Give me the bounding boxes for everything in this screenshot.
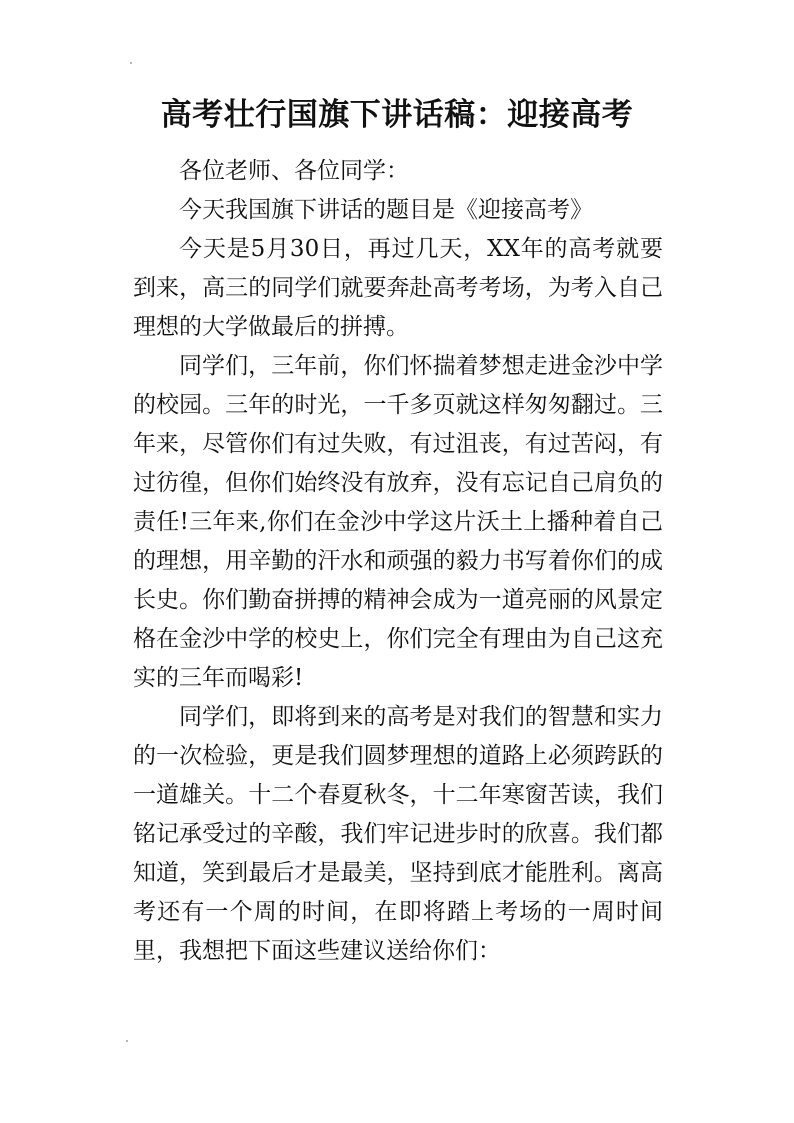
body-paragraph: 今天是5月30日，再过几天，XX年的高考就要到来，高三的同学们就要奔赴高考考场，为考入自己理想的大学做最后的拼搏。 xyxy=(133,236,663,340)
topic-paragraph: 今天我国旗下讲话的题目是《迎接高考》 xyxy=(179,197,593,223)
body-paragraph: 同学们，即将到来的高考是对我们的智慧和实力的一次检验，更是我们圆梦理想的道路上必须跨跃的一道雄关。十二个春夏秋冬，十二年寒窗苦读，我们铭记承受过的辛酸，我们牢记进步时的欣喜。我们都知道，笑到最后才是最美，坚持到底才能胜利。离高考还有一个周的时间，在即将踏上考场的一周时间里，我想把下面这些建议送给你们： xyxy=(133,704,663,964)
document-body xyxy=(133,152,663,971)
document-title: 高考壮行国旗下讲话稿：迎接高考 xyxy=(160,97,634,133)
scan-speck xyxy=(130,62,132,64)
scan-speck xyxy=(126,1040,128,1042)
body-paragraph: 同学们，三年前，你们怀揣着梦想走进金沙中学的校园。三年的时光，一千多页就这样匆匆翻过。三年来，尽管你们有过失败，有过沮丧，有过苦闷，有过彷徨，但你们始终没有放弃，没有忘记自己肩负的责任!三年来,你们在金沙中学这片沃土上播种着自己的理想，用辛勤的汗水和顽强的毅力书写着你们的成长史。你们勤奋拼搏的精神会成为一道亮丽的风景定格在金沙中学的校史上，你们完全有理由为自己这充实的三年而喝彩! xyxy=(133,353,663,691)
salutation-paragraph: 各位老师、各位同学： xyxy=(179,158,409,184)
